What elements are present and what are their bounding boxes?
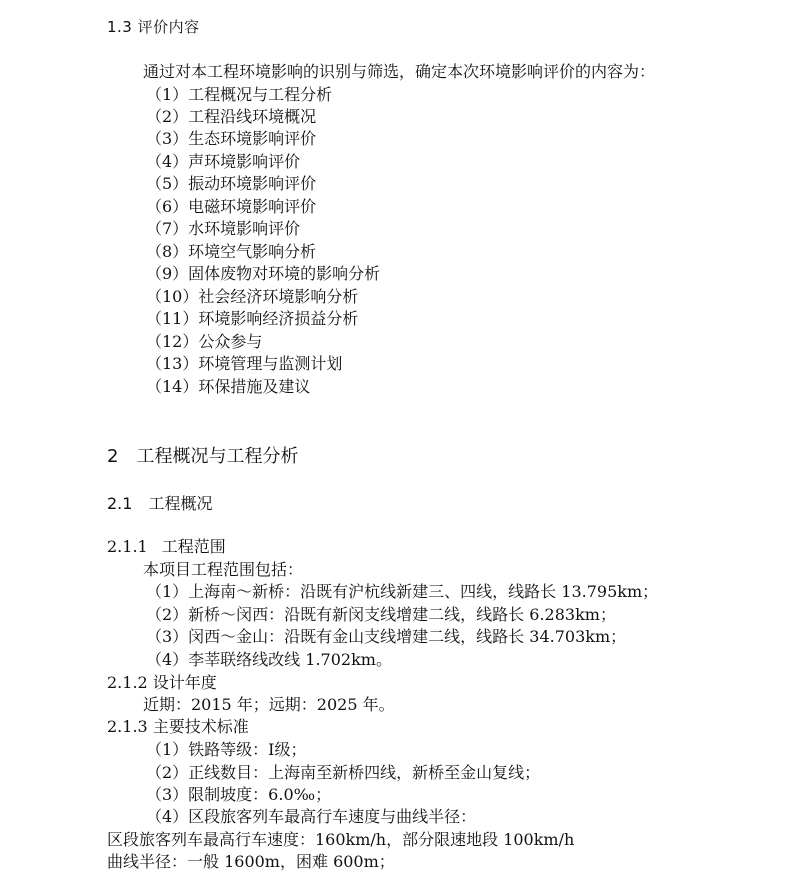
list-item: （7）水环境影响评价 xyxy=(146,219,301,238)
list-item: （4）声环境影响评价 xyxy=(146,152,301,171)
list-item: （8）环境空气影响分析 xyxy=(146,242,317,261)
section-2-1-3-heading: 2.1.3 主要技术标准 xyxy=(107,717,249,736)
list-item: （2）新桥～闵西：沿既有新闵支线增建二线，线路长 6.283km； xyxy=(146,605,616,624)
section-1-3-heading: 1.3 评价内容 xyxy=(107,18,200,36)
list-item: （4）李莘联络线改线 1.702km。 xyxy=(146,650,392,669)
section-number: 2.1 xyxy=(107,494,133,513)
section-2-1-heading xyxy=(107,493,212,515)
section-number: 2.1.1 xyxy=(107,537,148,556)
section-2-1-2-heading: 2.1.2 设计年度 xyxy=(107,673,217,692)
section-2-1-1-heading xyxy=(107,536,226,558)
list-item: （1）上海南～新桥：沿既有沪杭线新建三、四线，线路长 13.795km； xyxy=(146,582,659,601)
list-item: （9）固体废物对环境的影响分析 xyxy=(146,264,381,283)
section-2-1-1-intro: 本项目工程范围包括： xyxy=(143,560,304,579)
list-item: （4）区段旅客列车最高行车速度与曲线半径： xyxy=(146,807,477,826)
section-1-3-intro: 通过对本工程环境影响的识别与筛选，确定本次环境影响评价的内容为： xyxy=(143,62,656,81)
list-item: （13）环境管理与监测计划 xyxy=(146,354,343,373)
chapter-number: 2 xyxy=(107,446,119,467)
chapter-2-heading xyxy=(107,446,298,468)
list-item: （14）环保措施及建议 xyxy=(146,377,311,396)
list-item: （5）振动环境影响评价 xyxy=(146,174,317,193)
section-title: 工程范围 xyxy=(161,537,226,556)
speed-line: 区段旅客列车最高行车速度：160km/h，部分限速地段 100km/h xyxy=(107,830,575,849)
list-item: （10）社会经济环境影响分析 xyxy=(146,287,359,306)
chapter-title: 工程概况与工程分析 xyxy=(136,446,299,467)
list-item: （11）环境影响经济损益分析 xyxy=(146,309,359,328)
list-item: （1）铁路等级：Ⅰ级； xyxy=(146,740,307,759)
list-item: （3）闵西～金山：沿既有金山支线增建二线，线路长 34.703km； xyxy=(146,627,627,646)
list-item: （3）限制坡度：6.0‰； xyxy=(146,785,332,804)
list-item: （1）工程概况与工程分析 xyxy=(146,85,333,104)
section-title: 工程概况 xyxy=(148,494,213,513)
curve-radius-line: 曲线半径：一般 1600m，困难 600m； xyxy=(107,852,395,871)
list-item: （6）电磁环境影响评价 xyxy=(146,197,317,216)
list-item: （2）工程沿线环境概况 xyxy=(146,107,317,126)
list-item: （12）公众参与 xyxy=(146,332,263,351)
design-year-text: 近期：2015 年；远期：2025 年。 xyxy=(143,695,395,714)
list-item: （3）生态环境影响评价 xyxy=(146,129,317,148)
list-item: （2）正线数目：上海南至新桥四线，新桥至金山复线； xyxy=(146,763,541,782)
